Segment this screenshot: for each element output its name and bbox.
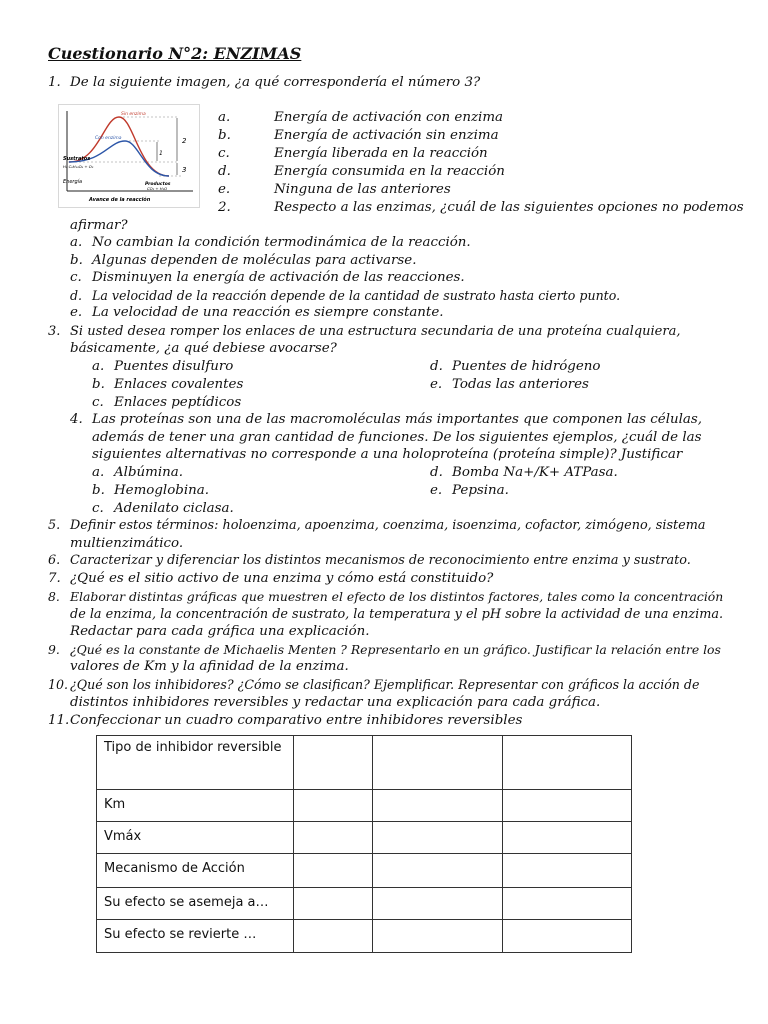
option-letter: c. bbox=[92, 501, 104, 516]
table-cell bbox=[294, 920, 373, 953]
table-cell bbox=[373, 822, 503, 854]
option-text: Adenilato ciclasa. bbox=[114, 501, 234, 516]
option-letter: b. bbox=[92, 377, 105, 392]
table-cell bbox=[373, 736, 503, 790]
option-letter: b. bbox=[92, 483, 105, 498]
table-row bbox=[97, 736, 632, 790]
q1-option-c bbox=[218, 146, 488, 161]
question-3-continued: básicamente, ¿a qué debiese avocarse? bbox=[70, 341, 337, 356]
question-number: 10. bbox=[48, 677, 69, 692]
q1-option-d bbox=[218, 164, 505, 179]
q4-option-c bbox=[92, 501, 234, 516]
option-text: Enlaces peptídicos bbox=[114, 395, 242, 410]
q2-option-e bbox=[70, 305, 444, 320]
energy-diagram bbox=[58, 104, 200, 208]
table-row bbox=[97, 822, 632, 854]
question-number: 8. bbox=[48, 589, 60, 604]
question-text: ¿Qué es la constante de Michaelis Menten ? Representarlo en un gráfico. Justificar la relación entre los bbox=[70, 642, 721, 657]
q2-option-d bbox=[70, 288, 620, 303]
option-text: Energía liberada en la reacción bbox=[274, 146, 488, 161]
table-cell bbox=[373, 888, 503, 920]
question-1 bbox=[48, 75, 480, 90]
option-letter: e. bbox=[218, 182, 231, 197]
question-number: 11. bbox=[48, 713, 70, 728]
table-cell bbox=[294, 854, 373, 888]
question-6 bbox=[48, 553, 691, 568]
question-number: 3. bbox=[48, 324, 61, 339]
table-cell bbox=[294, 888, 373, 920]
label-energia: Energía bbox=[63, 179, 83, 185]
question-4-line-2: además de tener una gran cantidad de funciones. De los siguientes ejemplos, ¿cuál de las bbox=[92, 430, 702, 445]
question-9 bbox=[48, 642, 721, 657]
option-letter: b. bbox=[218, 128, 231, 143]
q2-option-c bbox=[70, 270, 465, 285]
q2-option-a bbox=[70, 235, 471, 250]
question-text: Respecto a las enzimas, ¿cuál de las siguientes opciones no podemos bbox=[274, 200, 744, 215]
question-8-line-2: de la enzima, la concentración de sustrato, la temperatura y el pH sobre la actividad de una enzima. bbox=[70, 607, 724, 622]
option-letter: d. bbox=[70, 288, 83, 303]
table-row bbox=[97, 888, 632, 920]
question-11 bbox=[48, 713, 522, 728]
table-cell bbox=[373, 790, 503, 822]
q4-option-e bbox=[430, 483, 509, 498]
label-con-enzima: Con enzima bbox=[95, 136, 122, 141]
question-4-line-3: siguientes alternativas no corresponde a una holoproteína (proteína simple)? Justificar bbox=[92, 447, 683, 462]
table-cell bbox=[503, 920, 632, 953]
option-text: Energía de activación con enzima bbox=[274, 110, 504, 125]
row-header-cell: Su efecto se revierte … bbox=[97, 920, 294, 953]
question-number: 5. bbox=[48, 518, 61, 533]
question-number: 2. bbox=[218, 200, 231, 215]
table-cell bbox=[373, 920, 503, 953]
label-productos-formula: CO₂ + H₂O bbox=[147, 186, 168, 191]
question-number: 4. bbox=[70, 412, 83, 427]
question-4 bbox=[70, 412, 702, 427]
q3-option-c bbox=[92, 395, 241, 410]
table-row bbox=[97, 854, 632, 888]
option-letter: a. bbox=[218, 110, 231, 125]
row-header-cell: Km bbox=[97, 790, 294, 822]
option-text: Ninguna de las anteriores bbox=[274, 182, 451, 197]
question-number: 6. bbox=[48, 553, 61, 568]
table-cell bbox=[503, 854, 632, 888]
option-text: Hemoglobina. bbox=[114, 483, 209, 498]
question-text: ¿Qué son los inhibidores? ¿Cómo se clasifican? Ejemplificar. Representar con gráficos la acción de bbox=[70, 677, 700, 692]
option-text: Albúmina. bbox=[114, 465, 183, 480]
option-text: Puentes de hidrógeno bbox=[452, 359, 601, 374]
option-text: La velocidad de una reacción es siempre constante. bbox=[92, 305, 444, 320]
label-sin-enzima: Sin enzima bbox=[121, 112, 146, 117]
option-letter: e. bbox=[70, 305, 83, 320]
table-cell bbox=[294, 790, 373, 822]
q1-option-e bbox=[218, 182, 451, 197]
option-letter: d. bbox=[430, 465, 443, 480]
question-text: De la siguiente imagen, ¿a qué correspondería el número 3? bbox=[70, 75, 481, 90]
option-text: Bomba Na+/K+ ATPasa. bbox=[452, 465, 618, 480]
question-text: Las proteínas son una de las macromoléculas más importantes que componen las células, bbox=[92, 412, 703, 427]
q3-option-d bbox=[430, 359, 601, 374]
option-text: Energía consumida en la reacción bbox=[274, 164, 505, 179]
q3-option-e bbox=[430, 377, 589, 392]
option-text: Todas las anteriores bbox=[452, 377, 589, 392]
table-cell bbox=[503, 822, 632, 854]
option-letter: a. bbox=[92, 359, 105, 374]
question-5-line-2: multienzimático. bbox=[70, 536, 184, 551]
table-cell bbox=[294, 736, 373, 790]
table-cell bbox=[503, 736, 632, 790]
q3-option-a bbox=[92, 359, 233, 374]
option-text: No cambian la condición termodinámica de la reacción. bbox=[92, 235, 471, 250]
question-text: Confeccionar un cuadro comparativo entre inhibidores reversibles bbox=[70, 713, 523, 728]
label-number-3: 3 bbox=[182, 166, 187, 174]
label-productos: Productos bbox=[145, 182, 171, 187]
question-text: Elaborar distintas gráficas que muestren el efecto de los distintos factores, tales como la concentración bbox=[70, 589, 724, 604]
q1-option-a bbox=[218, 110, 504, 125]
question-2-continued: afirmar? bbox=[70, 218, 128, 233]
row-header-cell: Vmáx bbox=[97, 822, 294, 854]
question-number: 9. bbox=[48, 642, 60, 657]
label-number-1: 1 bbox=[159, 150, 163, 157]
option-text: Disminuyen la energía de activación de las reacciones. bbox=[92, 270, 465, 285]
row-header-cell: Mecanismo de Acción bbox=[97, 854, 294, 888]
option-letter: d. bbox=[218, 164, 231, 179]
energy-diagram-svg bbox=[59, 105, 199, 207]
question-10 bbox=[48, 677, 699, 692]
q4-option-a bbox=[92, 465, 183, 480]
option-letter: c. bbox=[70, 270, 82, 285]
question-5 bbox=[48, 518, 706, 533]
question-3 bbox=[48, 324, 680, 339]
question-number: 7. bbox=[48, 571, 61, 586]
option-letter: c. bbox=[92, 395, 104, 410]
table-cell bbox=[373, 854, 503, 888]
table-row bbox=[97, 920, 632, 953]
option-letter: c. bbox=[218, 146, 230, 161]
option-text: La velocidad de la reacción depende de la cantidad de sustrato hasta cierto punto. bbox=[92, 288, 621, 303]
option-letter: a. bbox=[92, 465, 105, 480]
q4-option-b bbox=[92, 483, 209, 498]
question-8-line-3: Redactar para cada gráfica una explicación. bbox=[70, 624, 370, 639]
option-letter: d. bbox=[430, 359, 443, 374]
option-text: Pepsina. bbox=[452, 483, 509, 498]
question-number: 1. bbox=[48, 75, 61, 90]
label-avance: Avance de la reacción bbox=[89, 197, 151, 203]
question-text: Definir estos términos: holoenzima, apoenzima, coenzima, isoenzima, cofactor, zimógeno, sistema bbox=[70, 518, 706, 533]
question-9-line-2: valores de Km y la afinidad de la enzima. bbox=[70, 659, 349, 674]
question-2 bbox=[218, 200, 744, 215]
table-cell bbox=[503, 888, 632, 920]
question-10-line-2: distintos inhibidores reversibles y redactar una explicación para cada gráfica. bbox=[70, 695, 601, 710]
label-sustratos: Sustratos bbox=[63, 156, 91, 162]
table-cell bbox=[503, 790, 632, 822]
question-text: Si usted desea romper los enlaces de una estructura secundaria de una proteína cualquiera, bbox=[70, 324, 681, 339]
table-row bbox=[97, 790, 632, 822]
option-letter: b. bbox=[70, 253, 83, 268]
comparison-table bbox=[96, 735, 632, 953]
option-text: Enlaces covalentes bbox=[114, 377, 244, 392]
row-header-cell: Tipo de inhibidor reversible bbox=[97, 736, 294, 790]
option-text: Algunas dependen de moléculas para activarse. bbox=[92, 253, 417, 268]
question-text: ¿Qué es el sitio activo de una enzima y cómo está constituido? bbox=[70, 571, 494, 586]
option-text: Puentes disulfuro bbox=[114, 359, 234, 374]
question-8 bbox=[48, 589, 723, 604]
label-sustratos-formula: H₂ C₆H₁₂O₆ + O₂ bbox=[63, 164, 94, 169]
q2-option-b bbox=[70, 253, 416, 268]
option-letter: a. bbox=[70, 235, 83, 250]
option-letter: e. bbox=[430, 483, 443, 498]
question-text: Caracterizar y diferenciar los distintos mecanismos de reconocimiento entre enzima y sustrato. bbox=[70, 553, 691, 568]
q4-option-d bbox=[430, 465, 618, 480]
label-number-2: 2 bbox=[182, 137, 187, 145]
option-letter: e. bbox=[430, 377, 443, 392]
table-cell bbox=[294, 822, 373, 854]
option-text: Energía de activación sin enzima bbox=[274, 128, 499, 143]
q3-option-b bbox=[92, 377, 243, 392]
question-7 bbox=[48, 571, 493, 586]
row-header-cell: Su efecto se asemeja a… bbox=[97, 888, 294, 920]
page-title: Cuestionario N°2: ENZIMAS bbox=[48, 44, 302, 63]
q1-option-b bbox=[218, 128, 499, 143]
